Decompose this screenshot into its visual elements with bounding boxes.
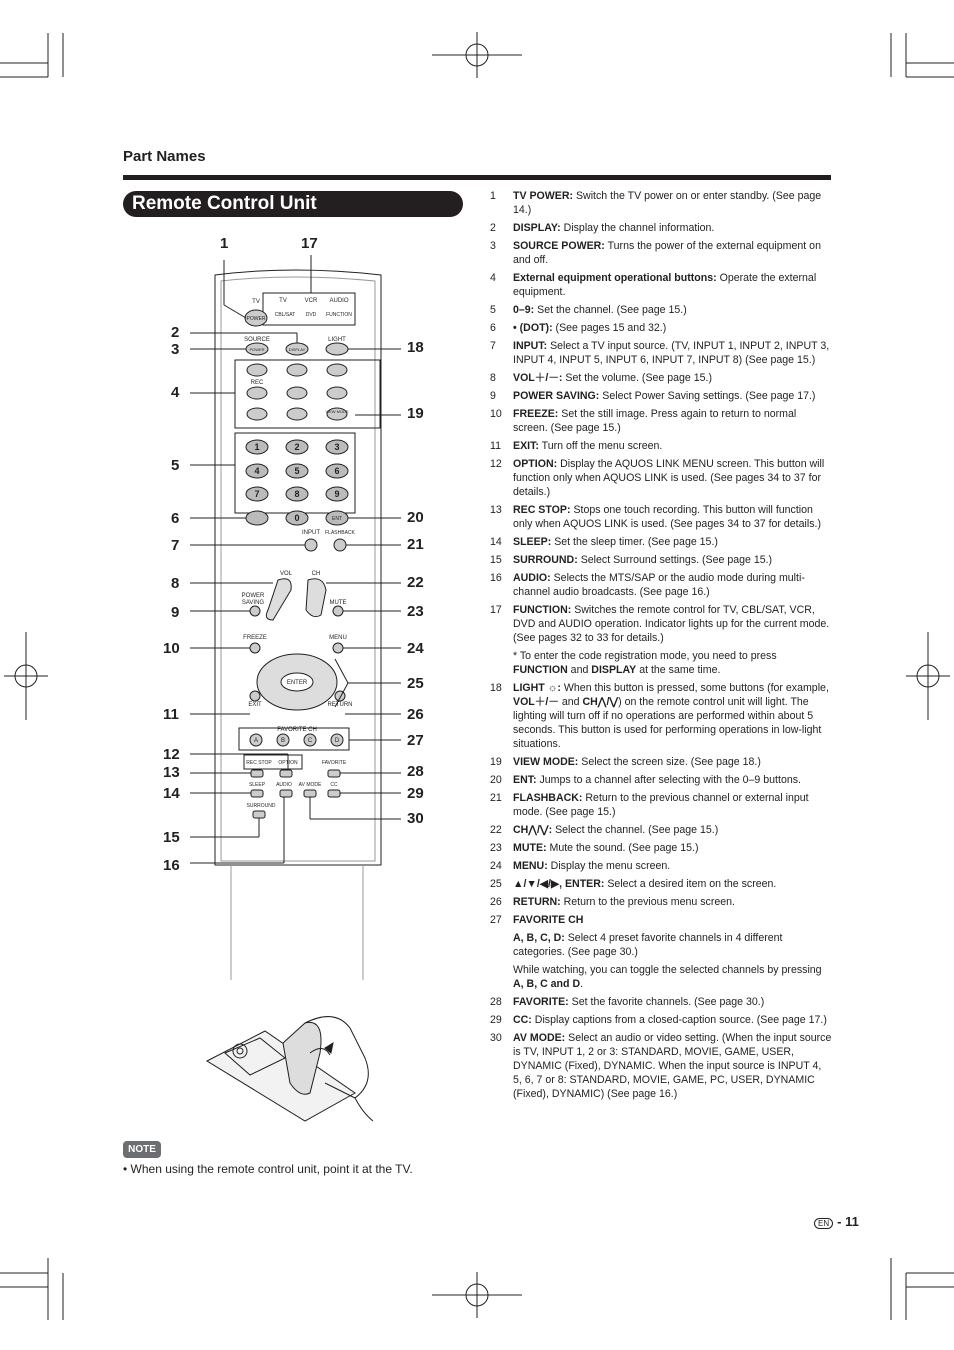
- page-title: Remote Control Unit: [132, 193, 317, 214]
- list-item: [490, 841, 832, 855]
- callout: 29: [407, 785, 424, 802]
- item-description: Display the channel information.: [560, 222, 715, 234]
- callout: 8: [171, 575, 180, 592]
- list-item: [490, 571, 832, 599]
- item-term: VIEW MODE:: [513, 756, 579, 768]
- item-description: Select a desired item on the screen.: [604, 878, 777, 890]
- svg-text:AV MODE: AV MODE: [298, 782, 322, 788]
- item-description: Set the still image. Press again to return to normal screen. (See page 15.): [513, 408, 797, 434]
- svg-text:6: 6: [334, 466, 340, 476]
- item-number: 2: [490, 222, 496, 234]
- svg-text:REC STOP: REC STOP: [246, 760, 272, 766]
- svg-text:FAVORITE: FAVORITE: [321, 760, 347, 766]
- svg-text:OPTION: OPTION: [278, 760, 298, 766]
- item-number: 23: [490, 842, 502, 854]
- callout: 10: [163, 640, 180, 657]
- svg-text:SAVING: SAVING: [241, 600, 265, 606]
- item-number: 9: [490, 390, 496, 402]
- item-number: 20: [490, 774, 502, 786]
- item-term: FREEZE:: [513, 408, 559, 420]
- item27-sub: A, B, C, D: Select 4 preset favorite channels in 4 different categories. (See page 30.): [513, 932, 783, 958]
- list-item: [490, 503, 832, 531]
- item27-sub: While watching, you can toggle the selected channels by pressing A, B, C and D.: [513, 964, 822, 990]
- callout: 22: [407, 574, 424, 591]
- callout: 3: [171, 341, 180, 358]
- item-term: POWER SAVING:: [513, 390, 600, 402]
- item-description: Selects the MTS/SAP or the audio mode during multi-channel audio broadcasts. (See page 16.): [513, 572, 805, 598]
- item-number: 30: [490, 1032, 502, 1044]
- svg-text:DVD: DVD: [305, 312, 317, 318]
- callout: 12: [163, 746, 180, 763]
- callout: 30: [407, 810, 424, 827]
- item-number: 21: [490, 792, 502, 804]
- item-description: Select a TV input source. (TV, INPUT 1, INPUT 2, INPUT 3, INPUT 4, INPUT 5, INPUT 6, INPUT 7, INPUT 8) (See page 15.): [513, 340, 830, 366]
- item-number: 1: [490, 190, 496, 202]
- svg-text:FUNCTION: FUNCTION: [326, 312, 352, 318]
- callout: 1: [220, 235, 229, 252]
- list-item: [490, 877, 832, 891]
- callout: 21: [407, 536, 424, 553]
- list-item: [490, 603, 832, 645]
- svg-text:FREEZE: FREEZE: [243, 635, 267, 641]
- item-number: 22: [490, 824, 502, 836]
- item-number: 13: [490, 504, 502, 516]
- item-term: VOL＋/－:: [513, 372, 563, 384]
- list-item: [490, 1031, 832, 1101]
- list-item: [490, 339, 832, 367]
- svg-text:AUDIO: AUDIO: [276, 782, 292, 788]
- item-number: 6: [490, 322, 496, 334]
- item-term: SLEEP:: [513, 536, 552, 548]
- item-description: Select Power Saving settings. (See page 17.): [599, 390, 816, 402]
- list-item: [490, 389, 832, 403]
- item-description: Turn off the menu screen.: [538, 440, 663, 452]
- item-term: External equipment operational buttons:: [513, 272, 717, 284]
- item-number: 12: [490, 458, 502, 470]
- svg-text:SURROUND: SURROUND: [246, 803, 276, 809]
- item-description: Set the sleep timer. (See page 15.): [551, 536, 718, 548]
- svg-text:CH: CH: [311, 571, 321, 577]
- item-term: FAVORITE:: [513, 996, 569, 1008]
- item-number: 16: [490, 572, 502, 584]
- svg-text:ENT: ENT: [332, 516, 342, 522]
- item-term: ENT:: [513, 774, 537, 786]
- svg-text:1: 1: [254, 442, 260, 452]
- tv-label: TV: [252, 299, 260, 305]
- svg-text:DISPLAY: DISPLAY: [288, 347, 306, 352]
- callout: 25: [407, 675, 424, 692]
- svg-text:MENU: MENU: [329, 635, 347, 641]
- callout: 27: [407, 732, 424, 749]
- item-description: Display captions from a closed-caption source. (See page 17.): [531, 1014, 827, 1026]
- item-term: AUDIO:: [513, 572, 551, 584]
- callout: 2: [171, 324, 180, 341]
- list-item: [490, 271, 832, 299]
- item-description: Switches the remote control for TV, CBL/SAT, VCR, DVD and AUDIO operation. Indicator lights up for the current mode. (See pages 32 to 33 for details.): [513, 604, 830, 644]
- svg-text:B: B: [280, 738, 286, 744]
- note-badge: NOTE: [123, 1141, 161, 1158]
- item-description: Display the menu screen.: [547, 860, 671, 872]
- svg-text:CC: CC: [330, 782, 338, 788]
- callout: 14: [163, 785, 180, 802]
- item-description: Set the favorite channels. (See page 30.): [568, 996, 765, 1008]
- list-item: 18 LIGHT ☼: When this button is pressed, some buttons (for example, VOL＋/－ and CH⋀/⋁) on the remote control unit will light. The lighting will turn off if no operations are performed within about 5 seconds. This button is used for performing operations in low-light situations.: [490, 682, 829, 750]
- item-term: CC:: [513, 1014, 532, 1026]
- item-list: [490, 189, 832, 1105]
- svg-text:AUDIO: AUDIO: [329, 298, 349, 304]
- heading-rule: [123, 175, 831, 180]
- remote-body: [215, 270, 381, 865]
- callout: 17: [301, 235, 318, 252]
- list-item: [490, 755, 832, 769]
- item-number: 10: [490, 408, 502, 420]
- svg-text:8: 8: [294, 489, 300, 499]
- item-term: MENU:: [513, 860, 548, 872]
- svg-text:POWER: POWER: [241, 593, 265, 599]
- svg-text:REC: REC: [250, 380, 264, 386]
- callout: 16: [163, 857, 180, 874]
- list-item: [490, 773, 832, 787]
- light-button: [326, 343, 348, 355]
- svg-text:POWER: POWER: [246, 316, 266, 322]
- svg-text:FLASHBACK: FLASHBACK: [325, 530, 355, 536]
- item-term: FLASHBACK:: [513, 792, 583, 804]
- svg-text:3: 3: [334, 442, 340, 452]
- callout: 7: [171, 537, 180, 554]
- note-text: • When using the remote control unit, point it at the TV.: [123, 1162, 413, 1176]
- item-description: Select the channel. (See page 15.): [552, 824, 719, 836]
- callout: 15: [163, 829, 180, 846]
- item-term: FAVORITE CH: [513, 914, 584, 926]
- svg-text:VIEW MODE: VIEW MODE: [325, 409, 349, 414]
- item-term: INPUT:: [513, 340, 548, 352]
- list-item: [490, 371, 832, 385]
- list-item: [490, 535, 832, 549]
- item-description: Turns the power of the external equipment on and off.: [513, 240, 821, 266]
- svg-text:POWER: POWER: [249, 347, 265, 352]
- item-number: 26: [490, 896, 502, 908]
- item-term: SOURCE POWER:: [513, 240, 605, 252]
- list-item: [490, 303, 832, 317]
- item-term: FUNCTION:: [513, 604, 572, 616]
- list-item: [490, 859, 832, 873]
- svg-text:INPUT: INPUT: [302, 530, 320, 536]
- list-item: [490, 221, 832, 235]
- svg-text:7: 7: [254, 489, 260, 499]
- svg-text:ENTER: ENTER: [286, 680, 308, 686]
- item-number: 11: [490, 440, 501, 452]
- list-item: [490, 457, 832, 499]
- list-item: [490, 189, 832, 217]
- item-description: Display the AQUOS LINK MENU screen. This button will function only when AQUOS LINK is used. (See pages 34 to 37 for details.): [513, 458, 825, 498]
- callout: 11: [163, 706, 179, 723]
- svg-text:SLEEP: SLEEP: [248, 782, 266, 788]
- svg-text:MUTE: MUTE: [329, 600, 347, 606]
- callout: 24: [407, 640, 424, 657]
- item-description: Select the screen size. (See page 18.): [578, 756, 761, 768]
- list-item: [490, 995, 832, 1009]
- item-number: 28: [490, 996, 502, 1008]
- svg-text:C: C: [307, 738, 313, 744]
- item-description: Operate the external equipment.: [513, 272, 817, 298]
- item-number: 8: [490, 372, 496, 384]
- callout: 4: [171, 384, 180, 401]
- svg-text:RETURN: RETURN: [327, 702, 353, 708]
- item-term: CH⋀/⋁:: [513, 824, 553, 836]
- list-item: [490, 407, 832, 435]
- item-term: AV MODE:: [513, 1032, 566, 1044]
- item-description: Switch the TV power on or enter standby. (See page 14.): [513, 190, 822, 216]
- item-number: 25: [490, 878, 502, 890]
- remote-cover: [231, 865, 363, 980]
- item-number: 24: [490, 860, 502, 872]
- cover-opening-illustration: [205, 1013, 375, 1123]
- item-term: TV POWER:: [513, 190, 574, 202]
- item-number: 17: [490, 604, 502, 616]
- svg-text:VOL: VOL: [279, 571, 293, 577]
- callout: 28: [407, 763, 424, 780]
- list-item: [490, 895, 832, 909]
- item-term: RETURN:: [513, 896, 561, 908]
- svg-text:VCR: VCR: [304, 298, 318, 304]
- svg-text:0: 0: [294, 513, 300, 523]
- language-badge: EN: [814, 1218, 833, 1229]
- svg-text:5: 5: [294, 466, 300, 476]
- item-term: 0–9:: [513, 304, 535, 316]
- item17-note: * To enter the code registration mode, you need to press FUNCTION and DISPLAY at the same time.: [513, 650, 777, 676]
- item-term: • (DOT):: [513, 322, 553, 334]
- item-number: 7: [490, 340, 496, 352]
- item-description: Stops one touch recording. This button will function only when AQUOS LINK is used. (See pages 34 to 37 for details.): [513, 504, 821, 530]
- item-number: 19: [490, 756, 502, 768]
- item-number: 27: [490, 914, 502, 926]
- item-description: Return to the previous menu screen.: [560, 896, 735, 908]
- item-number: 3: [490, 240, 496, 252]
- item-number: 14: [490, 536, 502, 548]
- callout: 13: [163, 764, 180, 781]
- callout: 19: [407, 405, 424, 422]
- svg-text:A: A: [253, 738, 259, 744]
- svg-text:D: D: [334, 738, 340, 744]
- item-term: ▲/▼/◀/▶, ENTER:: [513, 878, 605, 890]
- list-item: [490, 913, 832, 927]
- callout: 23: [407, 603, 424, 620]
- callout: 20: [407, 509, 424, 526]
- item-number: 4: [490, 272, 496, 284]
- list-item: [490, 823, 832, 837]
- item-description: Select an audio or video setting. (When the input source is TV, INPUT 1, 2 or 3: STANDARD, MOVIE, GAME, USER, DYNAMIC (Fixed), DYNAMIC. When the input source is INPUT 4, 5, 6, 7 or 8: STANDARD, MOVIE, GAME, PC, USER, DYNAMIC (Fixed), DYNAMIC) (See page 16.): [513, 1032, 832, 1100]
- list-item: [490, 439, 832, 453]
- item-description: Set the channel. (See page 15.): [534, 304, 687, 316]
- item-term: REC STOP:: [513, 504, 571, 516]
- svg-text:EXIT: EXIT: [248, 702, 262, 708]
- callout: 6: [171, 510, 180, 527]
- item-number: 15: [490, 554, 502, 566]
- item-term: DISPLAY:: [513, 222, 561, 234]
- list-item: [490, 239, 832, 267]
- item-term: SURROUND:: [513, 554, 578, 566]
- item-description: Select Surround settings. (See page 15.): [577, 554, 773, 566]
- item-term: EXIT:: [513, 440, 539, 452]
- list-item: [490, 321, 832, 335]
- item-number: 5: [490, 304, 496, 316]
- list-item: [490, 791, 832, 819]
- svg-text:TV: TV: [279, 298, 287, 304]
- svg-text:4: 4: [254, 466, 260, 476]
- item-description: Mute the sound. (See page 15.): [546, 842, 699, 854]
- item-description: (See pages 15 and 32.): [552, 322, 667, 334]
- item-term: OPTION:: [513, 458, 558, 470]
- item-term: MUTE:: [513, 842, 547, 854]
- svg-text:LIGHT: LIGHT: [328, 337, 346, 343]
- svg-text:SOURCE: SOURCE: [244, 337, 270, 343]
- list-item: [490, 553, 832, 567]
- svg-text:FAVORITE CH: FAVORITE CH: [277, 727, 317, 733]
- svg-text:9: 9: [334, 489, 340, 499]
- callout: 9: [171, 604, 180, 621]
- svg-text:2: 2: [294, 442, 300, 452]
- callout: 5: [171, 457, 180, 474]
- item-description: Jumps to a channel after selecting with the 0–9 buttons.: [536, 774, 801, 786]
- section-heading: Part Names: [123, 148, 206, 165]
- svg-text:CBL/SAT: CBL/SAT: [274, 312, 296, 318]
- item-description: Return to the previous channel or external input mode. (See page 15.): [513, 792, 809, 818]
- callout: 26: [407, 706, 424, 723]
- page-number: EN - 11: [814, 1214, 859, 1229]
- list-item: [490, 1013, 832, 1027]
- item-number: 29: [490, 1014, 502, 1026]
- item-description: Set the volume. (See page 15.): [562, 372, 713, 384]
- callout: 18: [407, 339, 424, 356]
